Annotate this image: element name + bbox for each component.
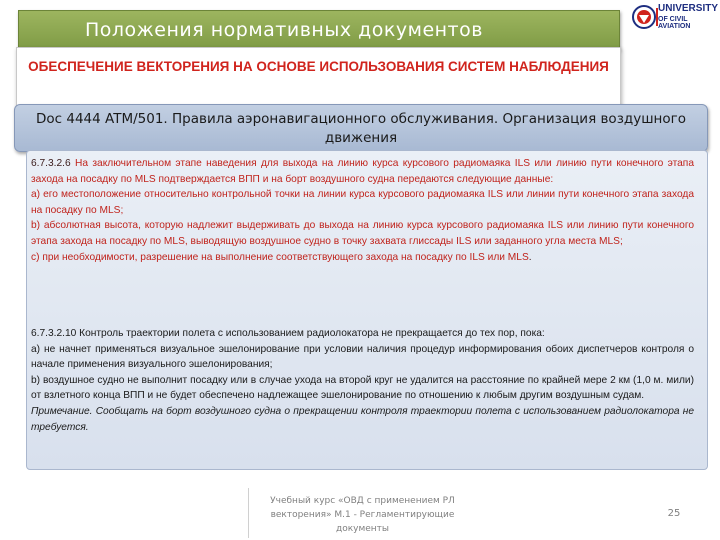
clause-number: 6.7.3.2.6 [31,158,71,169]
paragraph-2-note: Примечание. Сообщать на борт воздушного судна о прекращении контроля траектории полета с использованием радиолокатора не требуется. [31,405,694,433]
logo-line-2: OF CIVIL AVIATION [658,16,691,30]
footer-course-text: Учебный курс «ОВД с применением РЛ векторения» М.1 - Регламентирующие документы [270,496,455,534]
paragraph-2-item-b: b) воздушное судно не выполнит посадку или в случае ухода на второй круг не удалится на расстояние по крайней мере 2 км (1,0 м. мили) от взлетного конца ВПП и не будет обеспечено надлежащее эшелонирование по отношению к любым другим воздушным судам. [31,374,694,402]
paragraph-2-intro: 6.7.3.2.10 Контроль траектории полета с использованием радиолокатора не прекращается до тех пор, пока: [31,328,545,339]
slide-title [18,10,620,50]
document-title [14,104,708,152]
paragraph-2-item-a: а) не начнет применяться визуальное эшелонирование при условии наличия процедур информирования обоих диспетчеров контроля о начале применения визуального эшелонирования; [31,343,694,371]
paragraph-1-item-c-end: . [528,251,532,263]
logo-text [658,4,720,30]
footer-divider [248,488,249,538]
page-number: 25 [667,508,681,519]
paragraph-6-7-3-2-6 [31,156,694,265]
logo-line-1: UNIVERSITY [658,3,719,14]
paragraph-1-item-b: b) абсолютная высота, которую надлежит выдерживать до выхода на линию курса курсового радиомаяка ILS или линию пути конечного этапа захода на посадку по MLS, выводящую воздушное судно в точку захвата глиссады ILS или заданного угла места MLS; [31,220,694,247]
document-title-text: Doc 4444 ATM/501. Правила аэронавигационного обслуживания. Организация воздушного движения [36,111,686,146]
paragraph-6-7-3-2-10 [31,326,694,435]
slide-title-text: Положения нормативных документов [85,19,483,41]
section-subtitle-text: ОБЕСПЕЧЕНИЕ ВЕКТОРЕНИЯ НА ОСНОВЕ ИСПОЛЬЗОВАНИЯ СИСТЕМ НАБЛЮДЕНИЯ [28,59,609,74]
paragraph-1-intro [31,156,694,187]
section-subtitle [16,47,621,112]
paragraph-1-item-c: c) при необходимости, разрешение на выполнение соответствующего захода на посадку по ILS или MLS [31,251,529,263]
paragraph-1-item-c-line [31,250,694,266]
clause-text: На заключительном этапе наведения для выхода на линию курса курсового радиомаяка ILS или линию пути конечного этапа захода на посадку по MLS подтверждается ВПП и на борт воздушного судна передаются следующие данные: [31,158,694,185]
paragraph-1-item-a: а) его местоположение относительно контрольной точки на линии курса курсового радиомаяка ILS или линии пути конечного этапа захода на посадку по MLS; [31,189,694,216]
